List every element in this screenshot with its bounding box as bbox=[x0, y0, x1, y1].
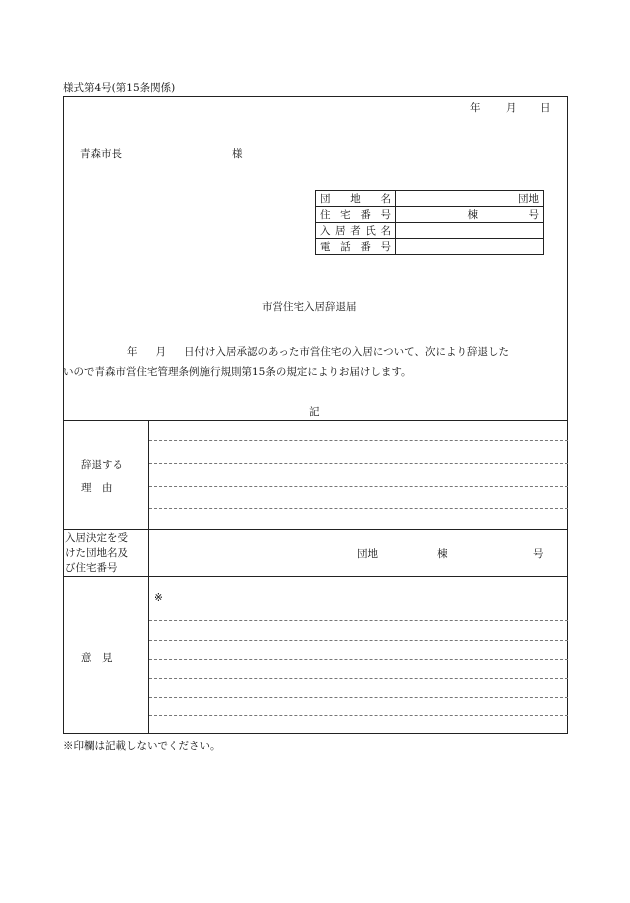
opinion-line-6[interactable] bbox=[149, 715, 568, 716]
phone-value[interactable] bbox=[396, 239, 544, 255]
house-number-value[interactable] bbox=[396, 207, 544, 223]
phone-row bbox=[316, 239, 544, 255]
ki-label: 記 bbox=[309, 406, 320, 418]
house-number-label: 住 宅 番 号 bbox=[320, 209, 391, 221]
opinion-line-1[interactable] bbox=[149, 620, 568, 621]
body-line1: 日付け入居承認のあった市営住宅の入居について、次により辞退した bbox=[184, 346, 509, 358]
body-year: 年 bbox=[127, 346, 138, 358]
form-number: 様式第4号(第15条関係) bbox=[63, 82, 176, 94]
danchi-value[interactable]: 団地 bbox=[396, 191, 544, 207]
decision-danchi: 団地 bbox=[357, 548, 378, 560]
house-number-row bbox=[316, 207, 544, 223]
reason-line-3[interactable] bbox=[149, 486, 568, 487]
decision-bottom-border bbox=[63, 576, 568, 577]
body-month: 月 bbox=[155, 346, 166, 358]
opinion-line-5[interactable] bbox=[149, 697, 568, 698]
opinion-line-3[interactable] bbox=[149, 659, 568, 660]
opinion-line-4[interactable] bbox=[149, 678, 568, 679]
reason-label-2: 理 由 bbox=[81, 482, 113, 494]
resident-name-row bbox=[316, 223, 544, 239]
opinion-label: 意 見 bbox=[81, 652, 113, 664]
danchi-row bbox=[316, 191, 544, 207]
resident-name-label: 入 居 者 氏 名 bbox=[320, 225, 391, 237]
reason-line-4[interactable] bbox=[149, 508, 568, 509]
decision-label-line-1: 入居決定を受 bbox=[65, 532, 128, 544]
danchi-label: 団 地 名 bbox=[320, 193, 391, 205]
reason-label-1: 辞退する bbox=[81, 459, 123, 471]
body-text bbox=[63, 342, 509, 382]
footnote: ※印欄は記載しないでください。 bbox=[63, 740, 221, 752]
reason-line-1[interactable] bbox=[149, 440, 568, 441]
addressee-honorific: 様 bbox=[232, 148, 243, 160]
decision-label-line-2: けた団地名及 bbox=[65, 547, 128, 559]
document-title: 市営住宅入居辞退届 bbox=[262, 301, 357, 313]
phone-label: 電 話 番 号 bbox=[320, 241, 391, 253]
date-year: 年 bbox=[470, 102, 481, 114]
table-top-border bbox=[63, 420, 568, 421]
applicant-info-table bbox=[315, 190, 544, 255]
gou-unit: 号 bbox=[528, 209, 539, 221]
office-use-mark: ※ bbox=[154, 592, 163, 604]
body-line2: いので青森市営住宅管理条例施行規則第15条の規定によりお届けします。 bbox=[63, 366, 412, 378]
tou-unit: 棟 bbox=[467, 209, 478, 221]
resident-name-value[interactable] bbox=[396, 223, 544, 239]
table-column-divider bbox=[148, 420, 149, 734]
opinion-line-2[interactable] bbox=[149, 640, 568, 641]
decision-label bbox=[65, 531, 128, 576]
date-day: 日 bbox=[540, 102, 551, 114]
decision-label-line-3: び住宅番号 bbox=[65, 562, 118, 574]
decision-gou: 号 bbox=[533, 548, 544, 560]
date-month: 月 bbox=[506, 102, 517, 114]
reason-bottom-border bbox=[63, 529, 568, 530]
addressee-name: 青森市長 bbox=[80, 148, 122, 160]
reason-line-2[interactable] bbox=[149, 463, 568, 464]
decision-tou: 棟 bbox=[437, 548, 448, 560]
